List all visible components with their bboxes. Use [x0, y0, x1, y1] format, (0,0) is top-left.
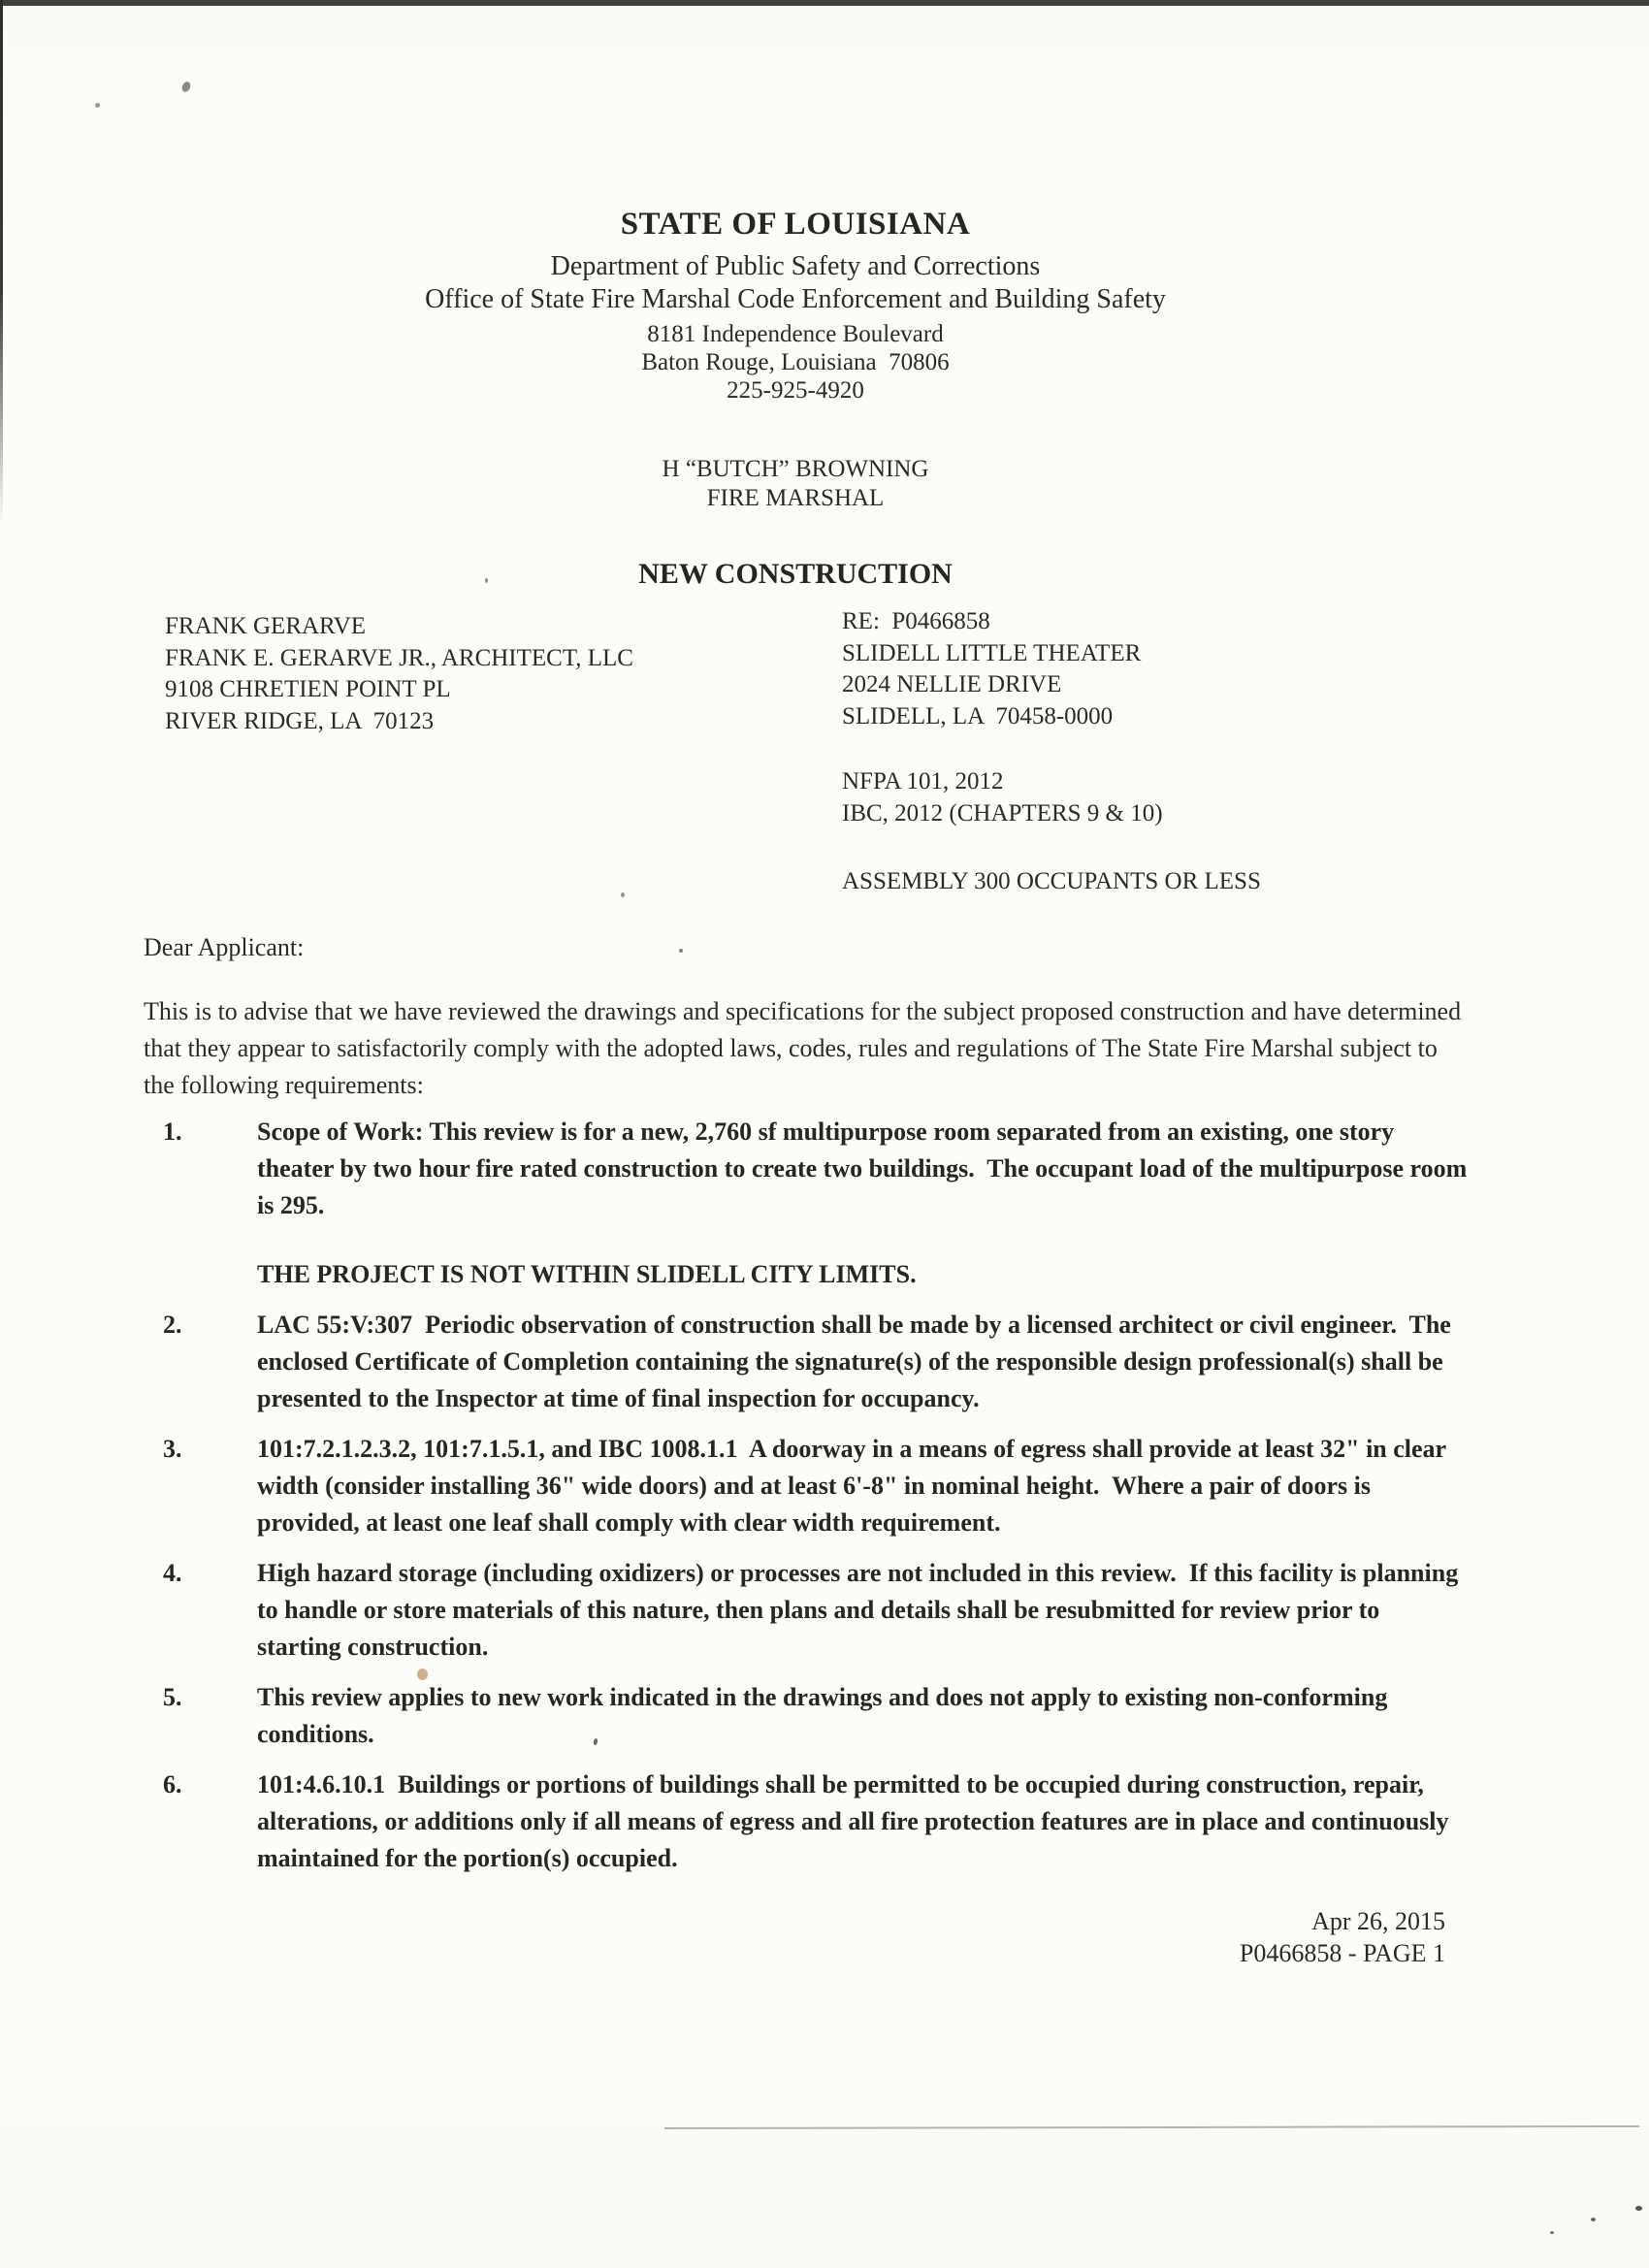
code-nfpa: NFPA 101, 2012 [842, 768, 1004, 794]
item-text-wrap [257, 1114, 1473, 1293]
project-name: SLIDELL LITTLE THEATER [842, 639, 1142, 666]
requirements-list [144, 1114, 1473, 1891]
intro-paragraph: This is to advise that we have reviewed the drawings and specifications for the subject proposed construction and have determined that they appear to satisfactorily comply with the adopted laws, codes, rules and regulations of The State Fire Marshal subject to the following requirements: [144, 997, 1468, 1099]
requirement-item [144, 1555, 1470, 1666]
footer-page-ref: P0466858 - PAGE 1 [1239, 1939, 1445, 1967]
recipient-company: FRANK E. GERARVE JR., ARCHITECT, LLC [165, 644, 633, 671]
city-line: Baton Rouge, Louisiana 70806 [641, 349, 950, 375]
scan-speck [95, 103, 100, 108]
recipient-block [165, 611, 633, 737]
department-line: Department of Public Safety and Corrections [550, 251, 1041, 281]
recipient-name: FRANK GERARVE [165, 613, 367, 639]
item-text: LAC 55:V:307 Periodic observation of construction shall be made by a licensed architect or civil engineer. The enclosed Certificate of Completion containing the signature(s) of the responsible design professional(s) shall be presented to the Inspector at time of final inspection for occupancy. [257, 1311, 1458, 1412]
item-text: Scope of Work: This review is for a new, 2,760 sf multipurpose room separated from an existing, one story theater by two hour fire rated construction to create two buildings. The occupant load of the multipurpose room is 295. [257, 1118, 1473, 1219]
requirement-item [144, 1114, 1473, 1293]
letterhead [0, 207, 1591, 591]
fire-marshal-title: FIRE MARSHAL [706, 485, 885, 511]
phone-line: 225-925-4920 [727, 377, 864, 404]
item-text: 101:7.2.1.2.3.2, 101:7.1.5.1, and IBC 1008.1.1 A doorway in a means of egress shall provide at least 32" in clear width (consider installing 36" wide doors) and at least 6'-8" in nominal height. Where a pair of doors is provided, at least one leaf shall comply with clear width requirement. [257, 1435, 1453, 1537]
item-number: 6. [163, 1770, 182, 1798]
item-number: 5. [163, 1683, 182, 1711]
item-number: 3. [163, 1435, 182, 1463]
scan-speck [1591, 2218, 1596, 2221]
footer-date: Apr 26, 2015 [1311, 1907, 1445, 1935]
fire-marshal-name: H “BUTCH” BROWNING [662, 456, 929, 482]
street-line: 8181 Independence Boulevard [647, 321, 944, 347]
item-number: 1. [163, 1118, 182, 1146]
letter-type-heading: NEW CONSTRUCTION [638, 558, 953, 590]
item-number: 4. [163, 1559, 182, 1587]
footer [0, 1905, 1445, 1969]
requirement-item [144, 1431, 1470, 1541]
item-number: 2. [163, 1311, 182, 1339]
project-city: SLIDELL, LA 70458-0000 [842, 702, 1114, 729]
recipient-street: 9108 CHRETIEN POINT PL [165, 676, 451, 702]
salutation: Dear Applicant: [144, 933, 305, 961]
scan-speck [1635, 2206, 1642, 2211]
code-ibc: IBC, 2012 (CHAPTERS 9 & 10) [842, 799, 1163, 826]
item-text: High hazard storage (including oxidizers) or processes are not included in this review. If this facility is planning to handle or store materials of this nature, then plans and details shall be resubmitted for review prior to starting construction. [257, 1559, 1465, 1661]
code-references [842, 766, 1261, 829]
scan-speck [679, 949, 683, 953]
reference-block [842, 606, 1261, 898]
requirement-item [144, 1679, 1470, 1753]
item-text: This review applies to new work indicated in the drawings and does not apply to existing non-conforming conditions. [257, 1683, 1394, 1748]
reference-number: RE: P0466858 [842, 608, 990, 634]
scan-speck [621, 892, 625, 897]
office-line: Office of State Fire Marshal Code Enforcement and Building Safety [425, 284, 1166, 314]
recipient-city: RIVER RIDGE, LA 70123 [165, 707, 435, 734]
scan-speck [180, 81, 192, 93]
scan-bottom-line [664, 2125, 1639, 2129]
requirement-item [144, 1766, 1470, 1877]
requirement-item [144, 1307, 1470, 1417]
occupancy-classification: ASSEMBLY 300 OCCUPANTS OR LESS [842, 868, 1261, 894]
item-text: 101:4.6.10.1 Buildings or portions of buildings shall be permitted to be occupied during construction, repair, alterations, or additions only if all means of egress and all fire protection features are in place and continuously maintained for the portion(s) occupied. [257, 1770, 1456, 1872]
item-note: THE PROJECT IS NOT WITHIN SLIDELL CITY LIMITS. [257, 1260, 917, 1288]
project-street: 2024 NELLIE DRIVE [842, 671, 1062, 697]
scan-top-edge-line [0, 0, 1649, 6]
state-title: STATE OF LOUISIANA [620, 207, 971, 242]
scan-speck [1550, 2231, 1554, 2234]
